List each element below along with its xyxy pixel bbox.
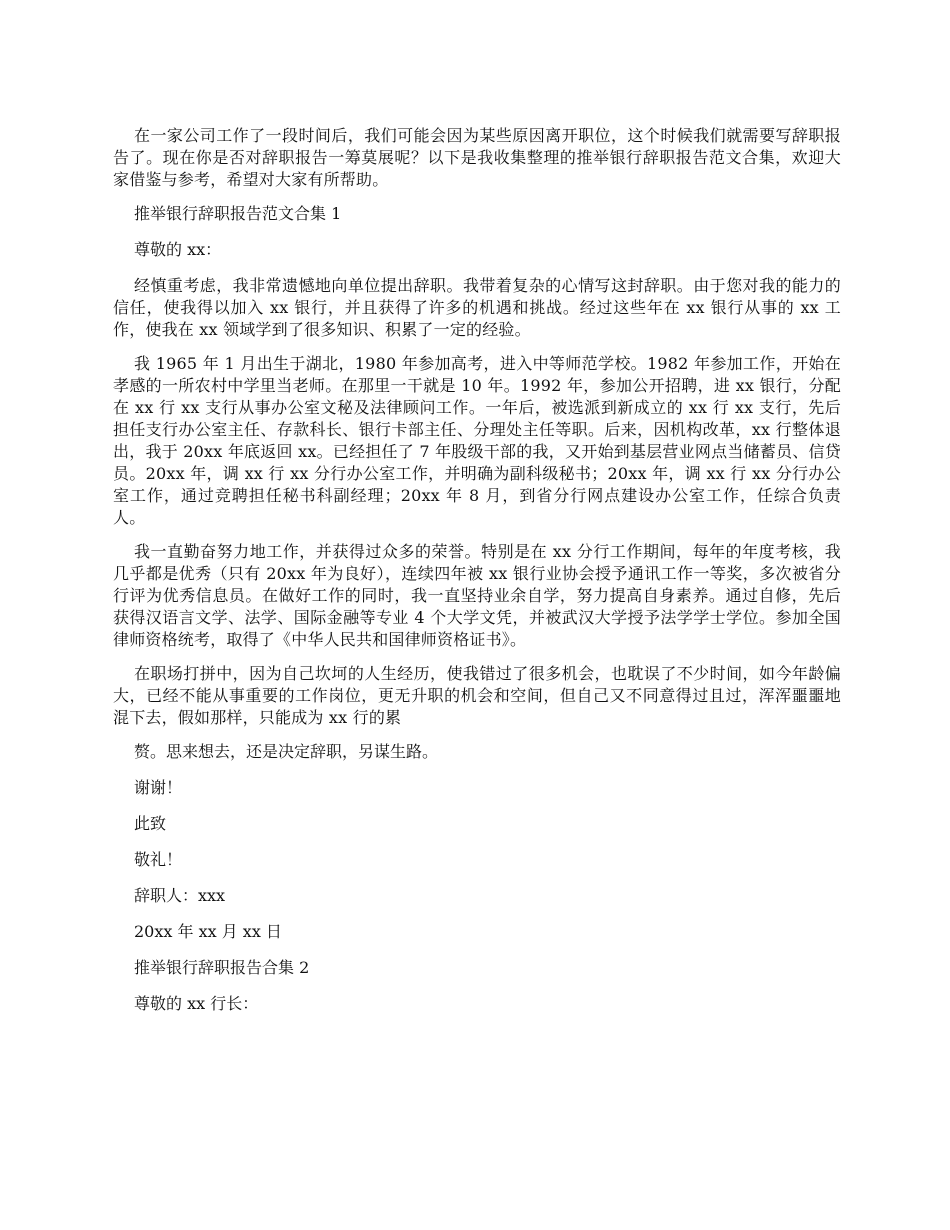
body-paragraph-1: 经慎重考虑，我非常遗憾地向单位提出辞职。我带着复杂的心情写这封辞职。由于您对我的能力的信任，使我得以加入 xx 银行，并且获得了许多的机遇和挑战。经过这些年在 xx 银行从事的 xx 工作，使我在 xx 领域学到了很多知识、积累了一定的经验。 (113, 276, 841, 339)
body-paragraph-4-continued: 赘。思来想去，还是决定辞职，另谋生路。 (134, 742, 439, 761)
regards-line: 敬礼！ (134, 850, 183, 869)
thanks-line: 谢谢！ (134, 778, 183, 797)
salutation-2: 尊敬的 xx 行长： (134, 994, 259, 1013)
section-heading-1: 推举银行辞职报告范文合集 1 (134, 204, 342, 223)
document-body (113, 125, 841, 1029)
intro-paragraph: 在一家公司工作了一段时间后，我们可能会因为某些原因离开职位，这个时候我们就需要写辞职报告了。现在你是否对辞职报告一筹莫展呢？以下是我收集整理的推举银行辞职报告范文合集，欢迎大家借鉴与参考，希望对大家有所帮助。 (113, 126, 841, 189)
body-paragraph-2: 我 1965 年 1 月出生于湖北，1980 年参加高考，进入中等师范学校。1982 年参加工作，开始在孝感的一所农村中学里当老师。在那里一干就是 10 年。1992 年，参加公开招聘，进 xx 银行，分配在 xx 行 xx 支行从事办公室文秘及法律顾问工作。一年后，被选派到新成立的 xx 行 xx 支行，先后担任支行办公室主任、存款科长、银行卡部主任、分理处主任等职。后来，因机构改革，xx 行整体退出，我于 20xx 年底返回 xx。已经担任了 7 年股级干部的我，又开始到基层营业网点当储蓄员、信贷员。20xx 年，调 xx 行 xx 分行办公室工作，并明确为副科级秘书；20xx 年，调 xx 行 xx 分行办公室工作，通过竞聘担任秘书科副经理；20xx 年 8 月，到省分行网点建设办公室工作，任综合负责人。 (113, 354, 841, 527)
date-line: 20xx 年 xx 月 xx 日 (134, 922, 282, 941)
closing-line: 此致 (134, 814, 167, 833)
signature-line: 辞职人：xxx (134, 886, 226, 905)
salutation-1: 尊敬的 xx： (134, 240, 222, 259)
body-paragraph-4: 在职场打拼中，因为自己坎坷的人生经历，使我错过了很多机会，也耽误了不少时间，如今年龄偏大，已经不能从事重要的工作岗位，更无升职的机会和空间，但自己又不同意得过且过，浑浑噩噩地混下去，假如那样，只能成为 xx 行的累 (113, 664, 841, 727)
body-paragraph-3: 我一直勤奋努力地工作，并获得过众多的荣誉。特别是在 xx 分行工作期间，每年的年度考核，我几乎都是优秀（只有 20xx 年为良好），连续四年被 xx 银行业协会授予通讯工作一等奖，多次被省分行评为优秀信息员。在做好工作的同时，我一直坚持业余自学，努力提高自身素养。通过自修，先后获得汉语言文学、法学、国际金融等专业 4 个大学文凭，并被武汉大学授予法学学士学位。参加全国律师资格统考，取得了《中华人民共和国律师资格证书》。 (113, 542, 841, 649)
section-heading-2: 推举银行辞职报告合集 2 (134, 958, 310, 977)
